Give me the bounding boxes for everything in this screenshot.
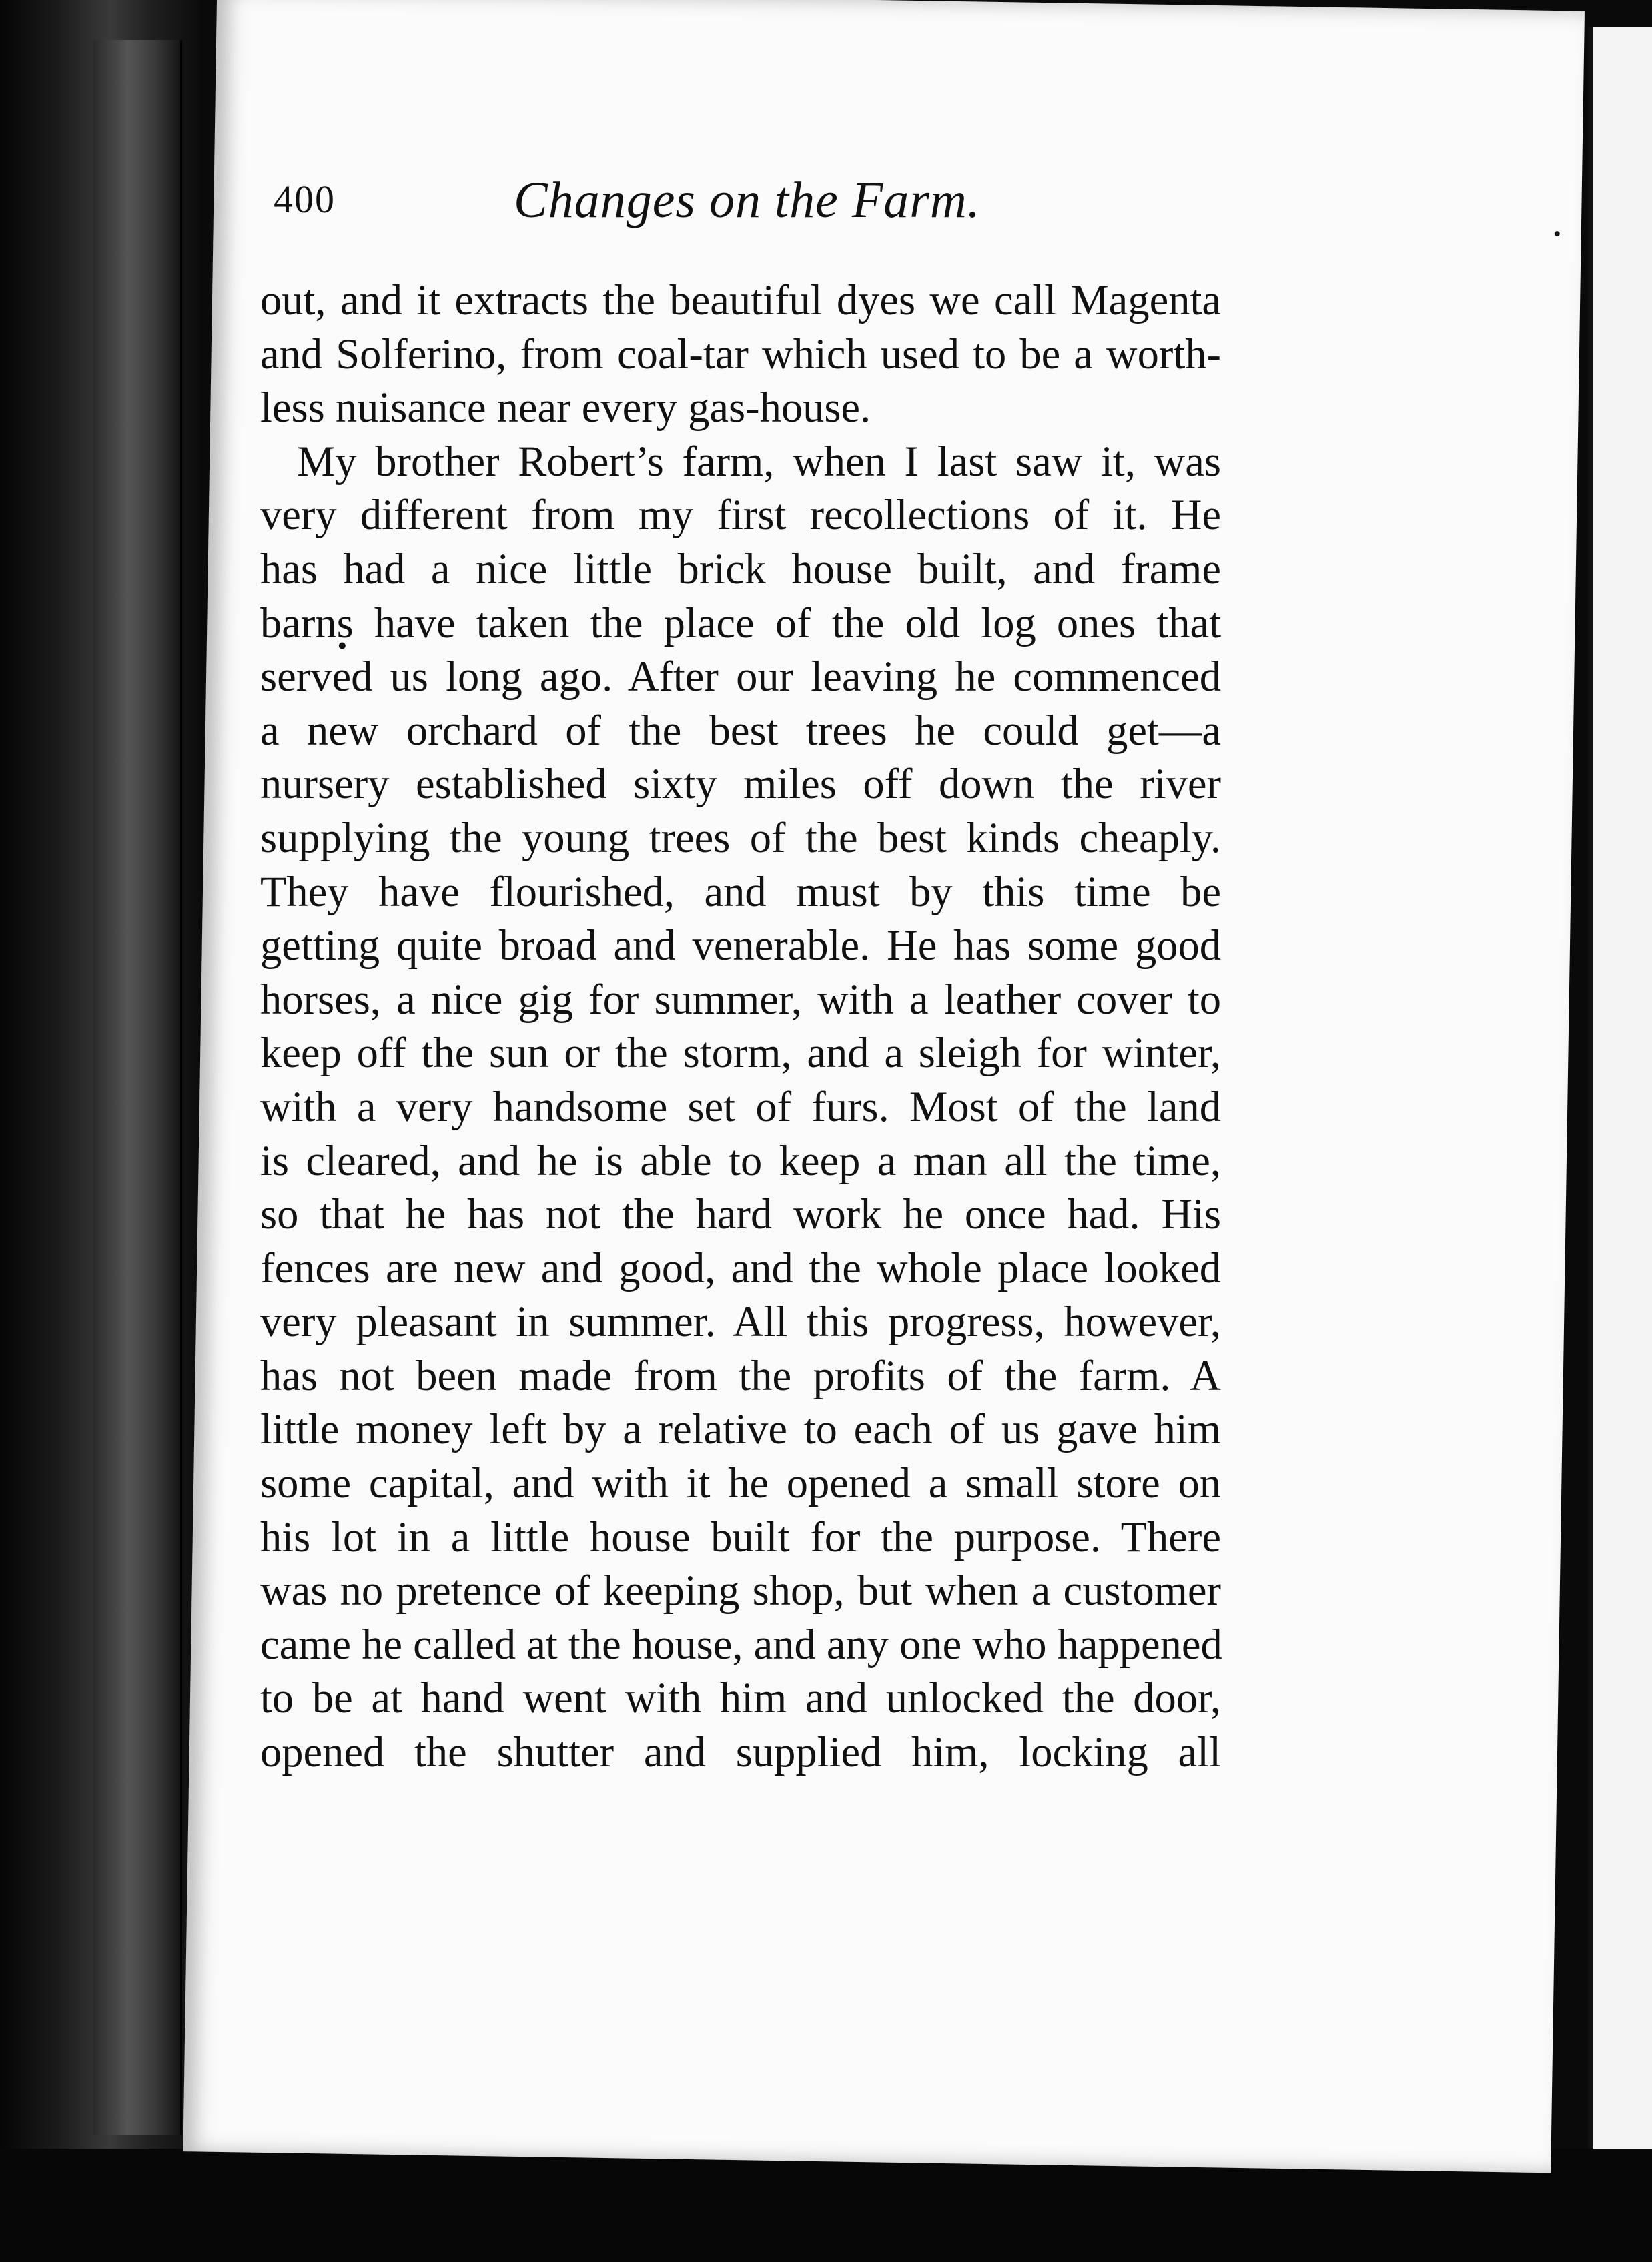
text-line: served us long ago. After our leaving he commenced xyxy=(260,653,1221,701)
text-line: and Solferino, from coal-tar which used to be a worth- xyxy=(260,330,1221,378)
text-line: came he called at the house, and any one who happened xyxy=(260,1620,1222,1668)
text-line: fences are new and good, and the whole place looked xyxy=(260,1244,1221,1292)
text-line: supplying the young trees of the best kinds cheaply. xyxy=(260,813,1221,861)
text-line: horses, a nice gig for summer, with a leather cover to xyxy=(260,975,1221,1023)
text-line: barns have taken the place of the old log ones that xyxy=(260,599,1221,647)
ink-speck xyxy=(1555,231,1560,236)
text-line: My brother Robert’s farm, when I last saw it, was xyxy=(297,437,1221,485)
text-line: to be at hand went with him and unlocked the door, xyxy=(260,1674,1221,1722)
text-line: with a very handsome set of furs. Most of the land xyxy=(260,1082,1221,1130)
text-line: was no pretence of keeping shop, but when a customer xyxy=(260,1567,1221,1615)
text-line: getting quite broad and venerable. He has some good xyxy=(260,921,1221,970)
text-line: nursery established sixty miles off down the river xyxy=(260,760,1221,808)
text-line: opened the shutter and supplied him, locking all xyxy=(260,1728,1221,1776)
text-line: less nuisance near every gas-house. xyxy=(260,384,871,432)
text-line: They have flourished, and must by this time be xyxy=(260,867,1221,915)
body-text xyxy=(260,274,1221,1780)
text-line: very pleasant in summer. All this progress, however, xyxy=(260,1298,1221,1346)
text-line: keep off the sun or the storm, and a sleigh for winter, xyxy=(260,1029,1221,1077)
page-edges xyxy=(93,40,182,2135)
facing-page-edge xyxy=(1588,27,1652,2215)
text-line: his lot in a little house built for the purpose. There xyxy=(260,1513,1221,1561)
running-title: Changes on the Farm. xyxy=(514,172,981,228)
text-line: out, and it extracts the beautiful dyes we call Magenta xyxy=(260,276,1221,324)
text-line: very different from my first recollections of it. He xyxy=(260,491,1221,539)
text-line: is cleared, and he is able to keep a man all the time, xyxy=(260,1136,1221,1184)
page-number: 400 xyxy=(274,177,336,221)
running-header xyxy=(274,172,1221,250)
text-line: has had a nice little brick house built, and frame xyxy=(260,544,1221,593)
text-line: little money left by a relative to each of us gave him xyxy=(260,1405,1221,1453)
text-line: has not been made from the profits of the farm. A xyxy=(260,1351,1221,1399)
text-line: so that he has not the hard work he once had. His xyxy=(260,1190,1221,1238)
text-line: some capital, and with it he opened a small store on xyxy=(260,1459,1221,1507)
text-line: a new orchard of the best trees he could get—a xyxy=(260,706,1221,754)
